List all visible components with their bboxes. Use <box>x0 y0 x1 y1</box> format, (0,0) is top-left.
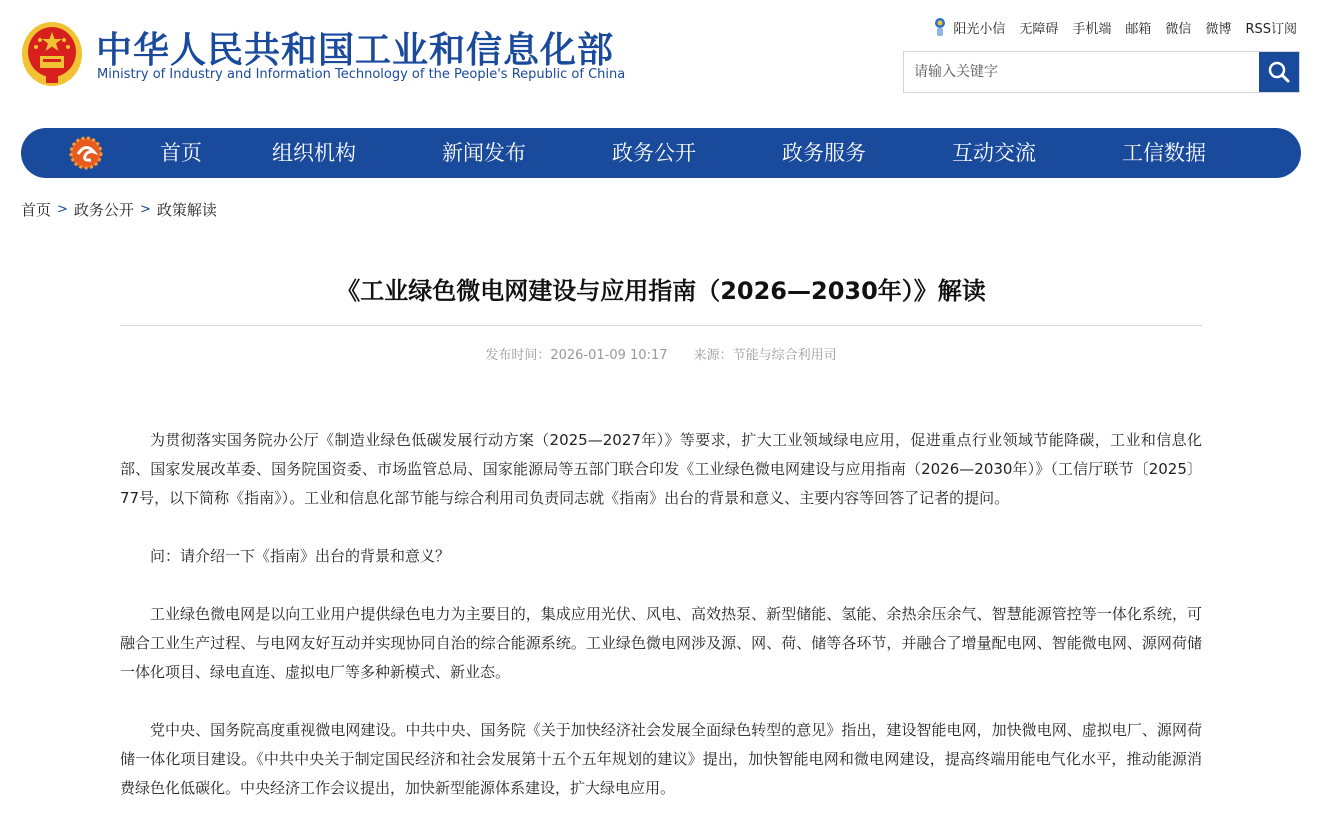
top-links <box>931 16 1297 38</box>
nav-item-interaction[interactable]: 互动交流 <box>952 141 1036 165</box>
breadcrumb-home[interactable]: 首页 <box>21 201 52 219</box>
search-button[interactable] <box>1259 52 1299 92</box>
site-subtitle: Ministry of Industry and Information Technology of the People's Republic of China <box>97 67 626 82</box>
article-paragraph: 工业绿色微电网是以向工业用户提供绿色电力为主要目的，集成应用光伏、风电、高效热泵、新型储能、氢能、余热余压余气、智慧能源管控等一体化系统，可融合工业生产过程、与电网友好互动并实现协同自治的综合能源系统。工业绿色微电网涉及源、网、荷、储等各环节，并融合了增量配电网、智能微电网、源网荷储一体化项目、绿电直连、虚拟电厂等多种新模式、新业态。 <box>120 605 1202 681</box>
breadcrumb-separator-icon: > <box>57 202 68 217</box>
national-emblem-icon[interactable] <box>20 20 84 88</box>
search-input[interactable] <box>904 52 1260 92</box>
nav-item-organization[interactable]: 组织机构 <box>272 141 356 165</box>
article-body <box>120 426 1202 813</box>
site-title[interactable]: 中华人民共和国工业和信息化部 <box>96 30 615 71</box>
top-link-accessibility[interactable]: 无障碍 <box>1019 21 1059 37</box>
miit-logo-icon[interactable] <box>69 136 103 170</box>
search-icon <box>1267 60 1291 84</box>
article-question: 问：请介绍一下《指南》出台的背景和意义？ <box>150 547 451 565</box>
nav-item-government-affairs[interactable]: 政务公开 <box>612 141 696 165</box>
top-link-sunshine[interactable] <box>931 16 1005 38</box>
article-paragraph: 为贯彻落实国务院办公厅《制造业绿色低碳发展行动方案（2025—2027年）》等要求，扩大工业领域绿电应用，促进重点行业领域节能降碳，工业和信息化部、国家发展改革委、国务院国资委、市场监管总局、国家能源局等五部门联合印发《工业绿色微电网建设与应用指南（2026—2030年）》（工信厅联节〔2025〕77号，以下简称《指南》）。工业和信息化部节能与综合利用司负责同志就《指南》出台的背景和意义、主要内容等回答了记者的提问。 <box>120 431 1202 507</box>
top-link-mobile[interactable]: 手机端 <box>1072 21 1112 37</box>
top-link-mail[interactable]: 邮箱 <box>1125 21 1152 37</box>
nav-item-news[interactable]: 新闻发布 <box>442 141 526 165</box>
nav-item-home[interactable]: 首页 <box>160 141 202 165</box>
breadcrumb-policy-interpretation[interactable]: 政策解读 <box>156 201 217 219</box>
top-link-label: 阳光小信 <box>953 21 1006 37</box>
nav-item-services[interactable]: 政务服务 <box>782 141 866 165</box>
site-header <box>0 0 1333 120</box>
breadcrumb-government-affairs[interactable]: 政务公开 <box>73 201 134 219</box>
title-divider <box>120 325 1202 326</box>
mascot-icon <box>931 16 949 38</box>
article-paragraph: 党中央、国务院高度重视微电网建设。中共中央、国务院《关于加快经济社会发展全面绿色转型的意见》指出，建设智能电网，加快微电网、虚拟电厂、源网荷储一体化项目建设。《中共中央关于制定国民经济和社会发展第十五个五年规划的建议》提出，加快智能电网和微电网建设，提高终端用能电气化水平，推动能源消费绿色化低碳化。中央经济工作会议提出，加快新型能源体系建设，扩大绿电应用。 <box>120 721 1202 797</box>
article-source: 来源：节能与综合利用司 <box>693 348 837 363</box>
article-title: 《工业绿色微电网建设与应用指南（2026—2030年）》解读 <box>336 277 986 305</box>
top-link-weibo[interactable]: 微博 <box>1205 21 1232 37</box>
breadcrumb <box>21 199 217 220</box>
search-box <box>903 51 1300 93</box>
nav-item-data[interactable]: 工信数据 <box>1122 141 1206 165</box>
top-link-rss[interactable]: RSS订阅 <box>1245 21 1297 37</box>
breadcrumb-separator-icon: > <box>139 202 151 217</box>
top-link-wechat[interactable]: 微信 <box>1165 21 1192 37</box>
main-nav <box>21 128 1301 178</box>
article-meta <box>120 344 1202 363</box>
publish-time: 发布时间：2026-01-09 10:17 <box>485 348 668 363</box>
